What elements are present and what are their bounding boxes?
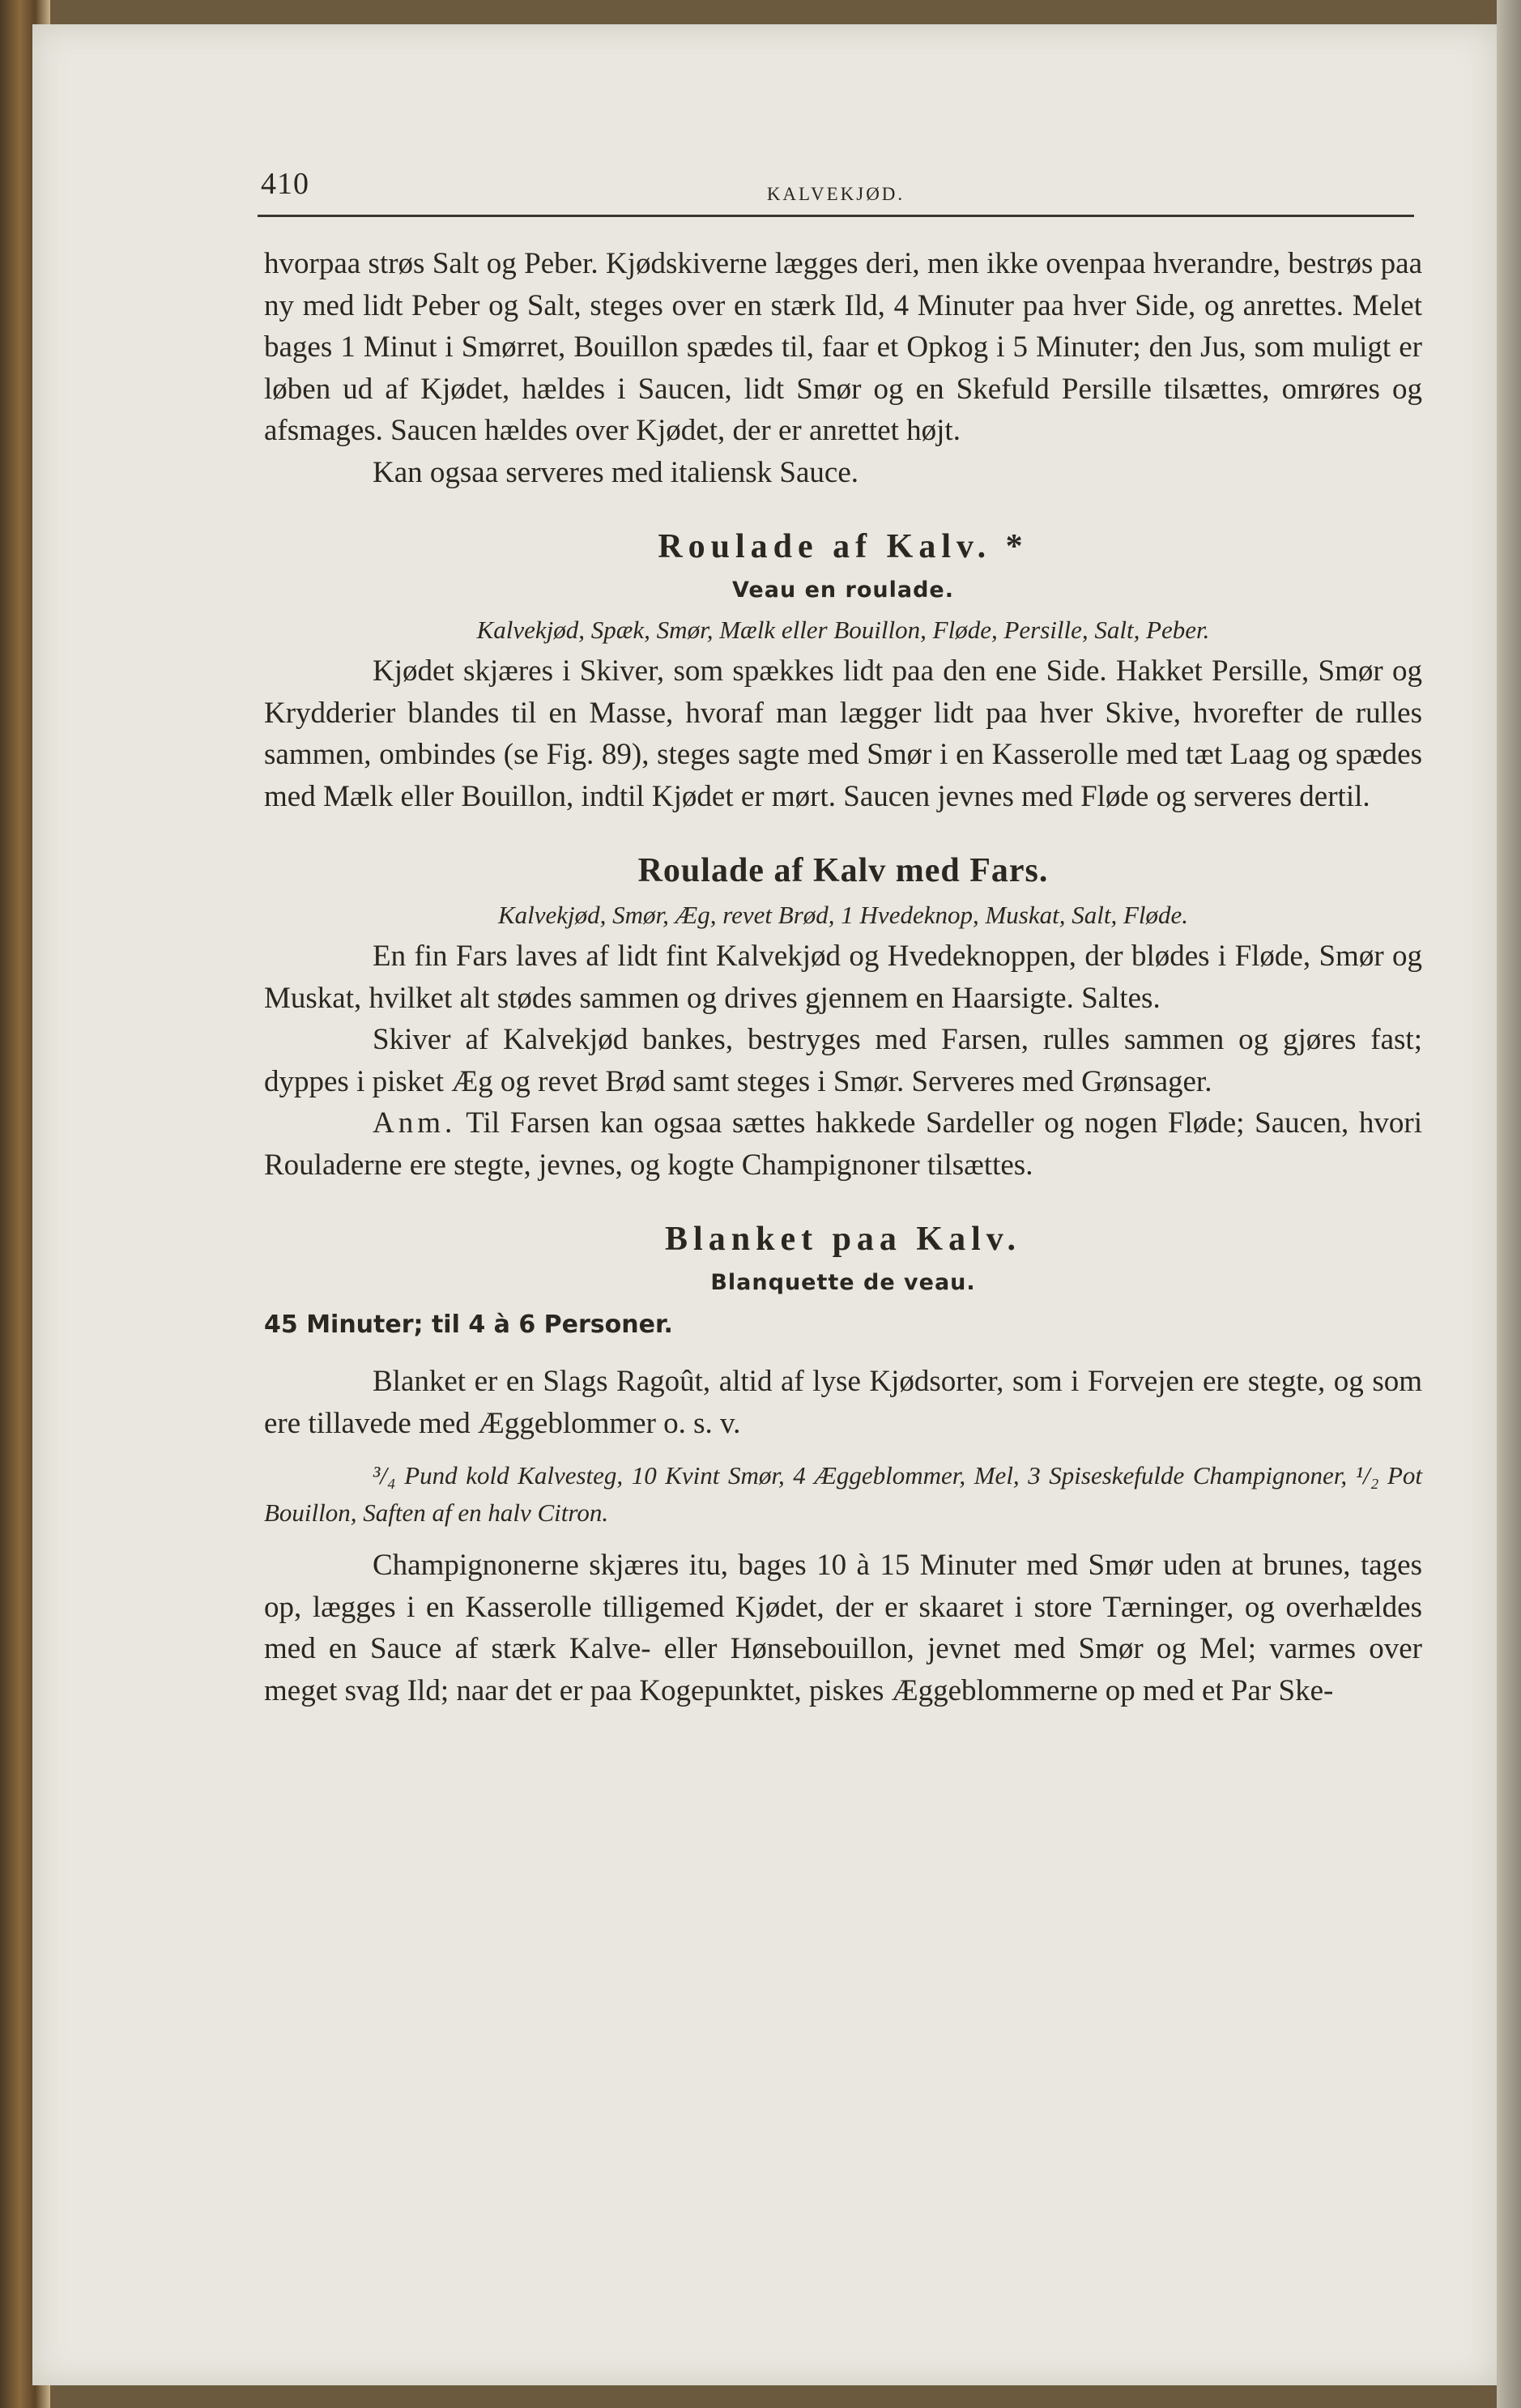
intro-paragraph: hvorpaa strøs Salt og Peber. Kjødskiverne lægges deri, men ikke ovenpaa hverandre, bestrøs paa ny med lidt Peber og Salt, steges over en stærk Ild, 4 Minuter paa hver Side, og anrettes. Melet bages 1 Minut i Smørret, Bouillon spædes til, faar et Opkog i 5 Minuter; den Jus, som muligt er løben ud af Kjødet, hældes i Saucen, lidt Smør og en Skefuld Persille tilsættes, omrøres og afsmages. Saucen hældes over Kjødet, der er anrettet højt. <box>264 247 1422 447</box>
blanket-paragraph-2: Champignonerne skjæres itu, bages 10 à 15 Minuter med Smør uden at brunes, tages op, lægges i en Kasserolle tilligemed Kjødet, der er skaaret i store Tærninger, og overhældes med en Sauce af stærk Kalve- eller Hønsebouillon, jevnet med Smør og Mel; varmes over meget svag Ild; naar det er paa Kogepunktet, piskes Æggeblommerne op med et Par Ske- <box>264 1549 1422 1707</box>
roulade-fars-note <box>264 1102 1422 1186</box>
french-title-blanket: Blanquette de veau. <box>710 1270 976 1295</box>
time-servings: 45 Minuter; til 4 à 6 Personer. <box>264 1311 673 1339</box>
page-edge <box>1497 0 1521 2408</box>
section-title-blanket: Blanket paa Kalv. <box>665 1221 1021 1258</box>
roulade-fars-paragraph-2: Skiver af Kalvekjød bankes, bestryges med Farsen, rulles sammen og gjøres fast; dyppes i pisket Æg og revet Brød samt steges i Smør. Serveres med Grønsager. <box>264 1023 1422 1098</box>
note-text: Til Farsen kan ogsaa sættes hakkede Sardeller og nogen Fløde; Saucen, hvori Rouladerne ere stegte, jevnes, og kogte Champignoner tilsættes. <box>264 1106 1422 1182</box>
page-content <box>264 243 1422 1711</box>
roulade-paragraph: Kjødet skjæres i Skiver, som spækkes lidt paa den ene Side. Hakket Persille, Smør og Krydderier blandes til en Masse, hvoraf man lægger lidt paa hver Skive, hvorefter de rulles sammen, ombindes (se Fig. 89), steges sagte med Smør i en Kasserolle med tæt Laag og spædes med Mælk eller Bouillon, indtil Kjødet er mørt. Saucen jevnes med Fløde og serveres dertil. <box>264 654 1422 813</box>
running-title: KALVEKJØD. <box>766 184 905 204</box>
section-title-roulade-fars: Roulade af Kalv med Fars. <box>637 852 1049 889</box>
roulade-fars-paragraph-1: En fin Fars laves af lidt fint Kalvekjød og Hvedeknoppen, der blødes i Fløde, Smør og Muskat, hvilket alt stødes sammen og drives gjennem en Haarsigte. Saltes. <box>264 940 1422 1015</box>
blanket-paragraph-1: Blanket er en Slags Ragoût, altid af lyse Kjødsorter, som i Forvejen ere stegte, og som ere tillavede med Æggeblommer o. s. v. <box>264 1365 1422 1440</box>
page-header <box>258 166 1414 217</box>
note-label: Anm. <box>373 1106 457 1140</box>
french-title-roulade: Veau en roulade. <box>732 577 954 603</box>
intro-note: Kan ogsaa serveres med italiensk Sauce. <box>373 455 859 489</box>
ingredients-roulade-fars: Kalvekjød, Smør, Æg, revet Brød, 1 Hvedeknop, Muskat, Salt, Fløde. <box>497 901 1189 929</box>
page-number: 410 <box>261 167 309 201</box>
ingredients-roulade: Kalvekjød, Spæk, Smør, Mælk eller Bouillon, Fløde, Persille, Salt, Peber. <box>476 616 1210 644</box>
section-title-roulade: Roulade af Kalv. * <box>658 528 1029 565</box>
ingredients-blanket: ³/₄ Pund kold Kalvesteg, 10 Kvint Smør, 4 Æggeblommer, Mel, 3 Spiseskefulde Champignoner, ¹/₂ Pot Bouillon, Saften af en halv Citron. <box>264 1461 1422 1527</box>
